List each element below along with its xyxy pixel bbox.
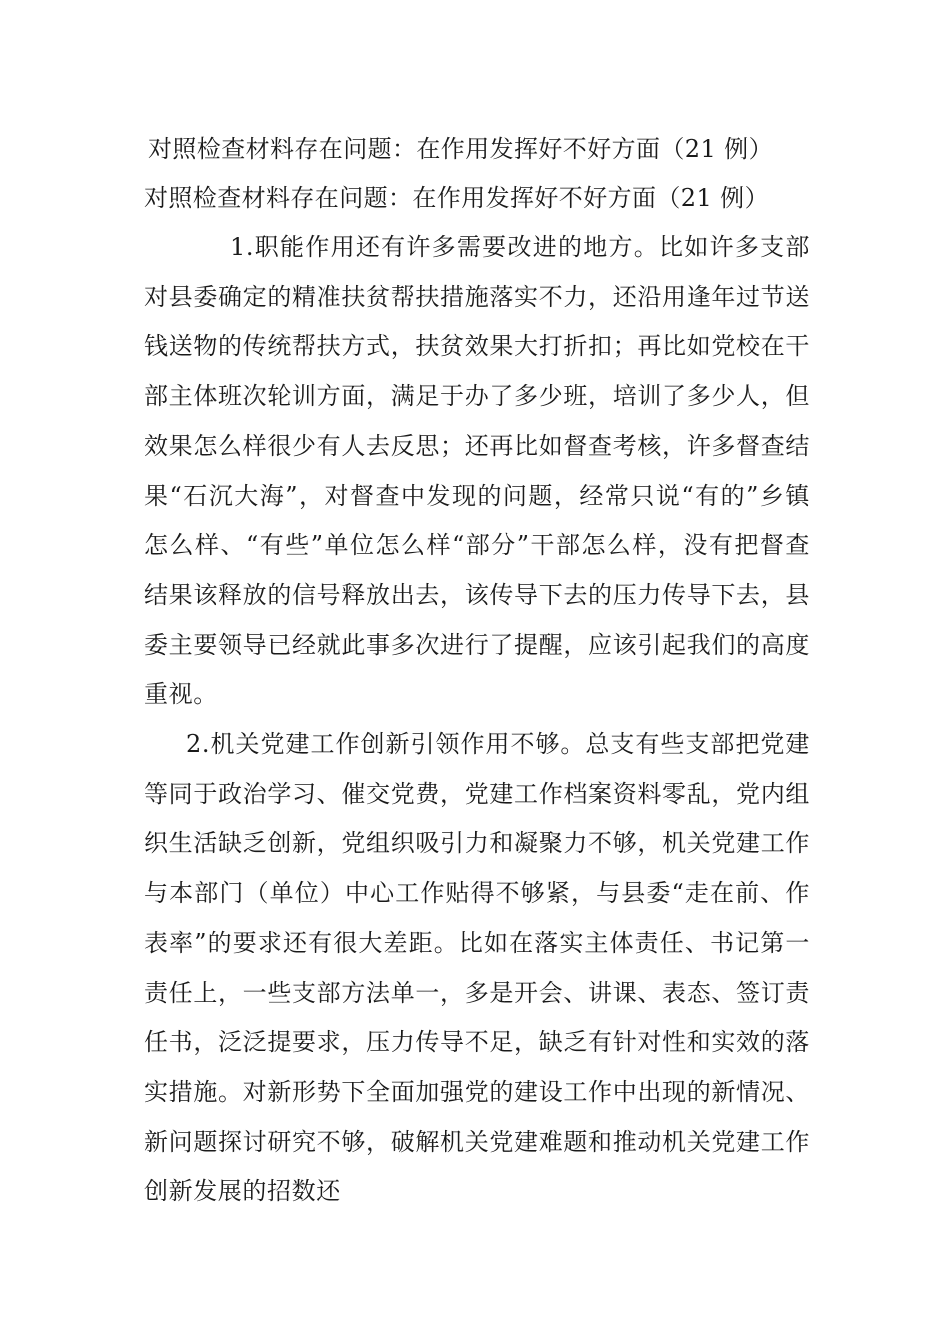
document-title: 对照检查材料存在问题：在作用发挥好不好方面（21 例） bbox=[148, 135, 773, 163]
paragraph-2: 2.机关党建工作创新引领作用不够。总支有些支部把党建等同于政治学习、催交党费，党建工作档案资料零乱，党内组织生活缺乏创新，党组织吸引力和凝聚力不够，机关党建工作与本部门（单位）中心工作贴得不够紧，与县委“走在前、作表率”的要求还有很大差距。比如在落实主体责任、书记第一责任上，一些支部方法单一，多是开会、讲课、表态、签订责任书，泛泛提要求，压力传导不足，缺乏有针对性和实效的落实措施。对新形势下全面加强党的建设工作中出现的新情况、新问题探讨研究不够，破解机关党建难题和推动机关党建工作创新发展的招数还 bbox=[144, 730, 810, 1206]
document-subtitle: 对照检查材料存在问题：在作用发挥好不好方面（21 例） bbox=[144, 184, 769, 212]
paragraph-1: 1.职能作用还有许多需要改进的地方。比如许多支部对县委确定的精准扶贫帮扶措施落实不力，还沿用逢年过节送钱送物的传统帮扶方式，扶贫效果大打折扣；再比如党校在干部主体班次轮训方面，满足于办了多少班，培训了多少人，但效果怎么样很少有人去反思；还再比如督查考核，许多督查结果“石沉大海”，对督查中发现的问题，经常只说“有的”乡镇怎么样、“有些”单位怎么样“部分”干部怎么样，没有把督查结果该释放的信号释放出去，该传导下去的压力传导下去，县委主要领导已经就此事多次进行了提醒，应该引起我们的高度重视。 bbox=[144, 233, 810, 709]
